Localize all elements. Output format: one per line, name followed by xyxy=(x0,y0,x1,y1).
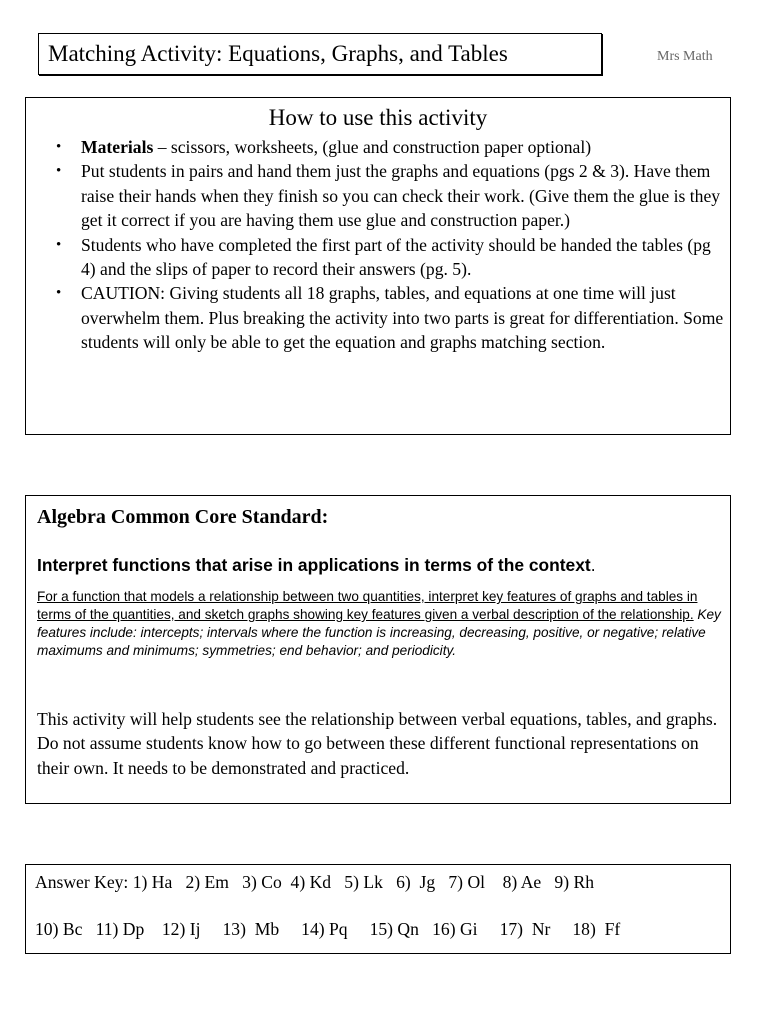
standard-subheading-period: . xyxy=(590,555,596,575)
standard-section xyxy=(25,495,731,804)
howto-item-caution xyxy=(56,281,726,354)
standard-paragraph: This activity will help students see the relationship between verbal equations, tables, and graphs. Do not assume students know how to go between these different functional representations on their own. It needs to be demonstrated and practiced. xyxy=(37,709,718,778)
howto-item-label: Materials xyxy=(81,137,154,157)
howto-item-pairs xyxy=(56,159,726,232)
standard-detail xyxy=(37,588,721,660)
howto-section xyxy=(25,97,731,435)
answer-key-line-1: Answer Key: 1) Ha 2) Em 3) Co 4) Kd 5) Lk 6) Jg 7) Ol 8) Ae 9) Rh xyxy=(35,872,595,892)
author-name: Mrs Math xyxy=(657,49,713,64)
bullet-icon: • xyxy=(56,285,62,302)
howto-item-text: Put students in pairs and hand them just the graphs and equations (pgs 2 & 3). Have them raise their hands when they finish so you can check their work. (Give them the glue is they get it correct if you are having them use glue and construction paper.) xyxy=(81,161,721,231)
howto-heading: How to use this activity xyxy=(268,105,488,130)
howto-item-tables xyxy=(56,233,726,282)
howto-item-text: CAUTION: Giving students all 18 graphs, tables, and equations at one time will just overwhelm them. Plus breaking the activity into two parts is great for differentiation. Some students will only be able to get the equation and graphs matching section. xyxy=(81,283,724,353)
howto-list xyxy=(56,135,726,355)
title-box xyxy=(38,33,602,75)
standard-detail-underlined: For a function that models a relationship between two quantities, interpret key features of graphs and tables in terms of the quantities, and sketch graphs showing key features given a verbal description of the relationship. xyxy=(37,589,698,622)
standard-heading: Algebra Common Core Standard: xyxy=(37,506,329,528)
howto-item-text: Students who have completed the first part of the activity should be handed the tables (pg 4) and the slips of paper to record their answers (pg. 5). xyxy=(81,234,711,280)
standard-subheading-text: Interpret functions that arise in applications in terms of the context xyxy=(37,555,591,575)
bullet-icon: • xyxy=(56,236,62,253)
bullet-icon: • xyxy=(56,139,62,155)
standard-subheading xyxy=(37,555,596,576)
answer-key-line-2: 10) Bc 11) Dp 12) Ij 13) Mb 14) Pq 15) Qn 16) Gi 17) Nr 18) Ff xyxy=(35,919,621,939)
howto-item-materials xyxy=(56,135,726,159)
bullet-icon: • xyxy=(56,163,62,180)
answer-key-box xyxy=(25,864,731,954)
page-title: Matching Activity: Equations, Graphs, and Tables xyxy=(48,41,508,66)
standard-detail-italic: Key features include: intercepts; intervals where the function is increasing, decreasing, positive, or negative; relative maximums and minimums; symmetries; end behavior; and periodicity. xyxy=(37,607,721,658)
howto-item-text: – scissors, worksheets, (glue and construction paper optional) xyxy=(153,137,592,157)
